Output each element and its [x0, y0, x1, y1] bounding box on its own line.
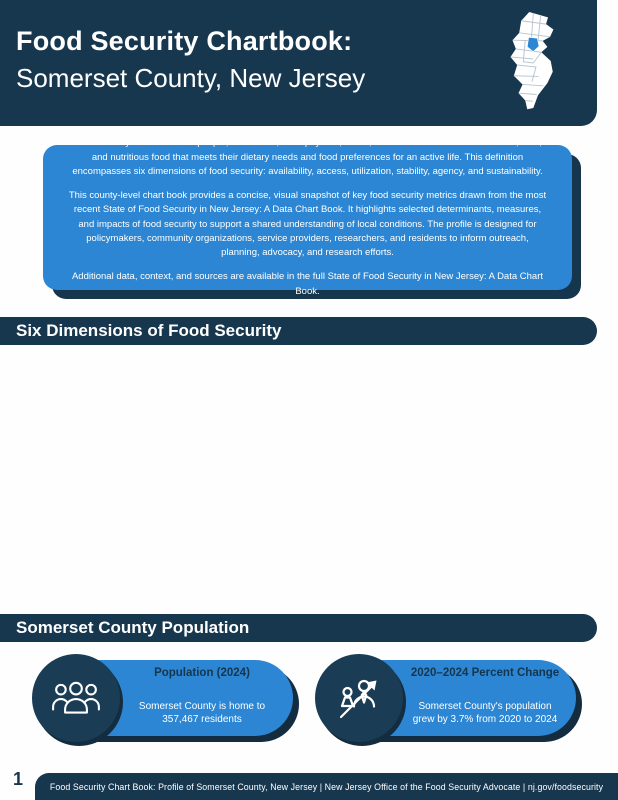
- population-card-text: [127, 660, 277, 736]
- page-title: [16, 26, 365, 94]
- percent-change-card: [318, 660, 576, 736]
- section-banner-dimensions: [0, 317, 597, 345]
- page-number: 1: [13, 769, 24, 789]
- section-banner-population: [0, 614, 597, 642]
- footer-text: Food Security Chart Book: Profile of Somerset County, New Jersey | New Jersey Office of the Food Security Advocate | nj.gov/foodsecurity: [49, 781, 604, 792]
- header: [0, 0, 597, 126]
- title-line-2: Somerset County, New Jersey: [16, 63, 366, 93]
- intro-box: [43, 137, 572, 297]
- people-group-icon: [32, 654, 120, 742]
- percent-change-card-text: [410, 660, 560, 736]
- title-line-1: Food Security Chartbook:: [16, 26, 353, 56]
- section-title-population: Somerset County Population: [16, 618, 250, 637]
- population-card-title: Population (2024): [154, 667, 250, 679]
- population-card: [35, 660, 293, 736]
- percent-change-card-title: 2020–2024 Percent Change: [410, 667, 560, 679]
- intro-paragraph-1: Food security exists when all people, at all times, have physical, social, and economic access to sufficient, safe, and nutritious food that meets their dietary needs and food preferences for an active life. This definition encompasses six dimensions of food security: availability, access, utilization, stability, agency, and sustainability.: [72, 137, 543, 177]
- percent-change-card-body: Somerset County's population grew by 3.7% from 2020 to 2024: [412, 701, 558, 725]
- footer-bar: [35, 773, 618, 800]
- population-growth-icon: [315, 654, 403, 742]
- section-title-dimensions: Six Dimensions of Food Security: [16, 321, 282, 340]
- intro-paragraph-3: Additional data, context, and sources are available in the full State of Food Security in New Jersey: A Data Chart Book.: [71, 271, 544, 297]
- new-jersey-map-icon: [499, 8, 581, 118]
- population-card-body: Somerset County is home to 357,467 residents: [138, 701, 266, 725]
- intro-paragraph-2: This county-level chart book provides a concise, visual snapshot of key food security metrics drawn from the most recent State of Food Security in New Jersey: A Data Chart Book. It highlights selected determinants, measures, and impacts of food security to support a shared understanding of local conditions. The profile is designed for policymakers, community organizations, service providers, researchers, and residents to inform outreach, planning, advocacy, and research efforts.: [68, 190, 547, 258]
